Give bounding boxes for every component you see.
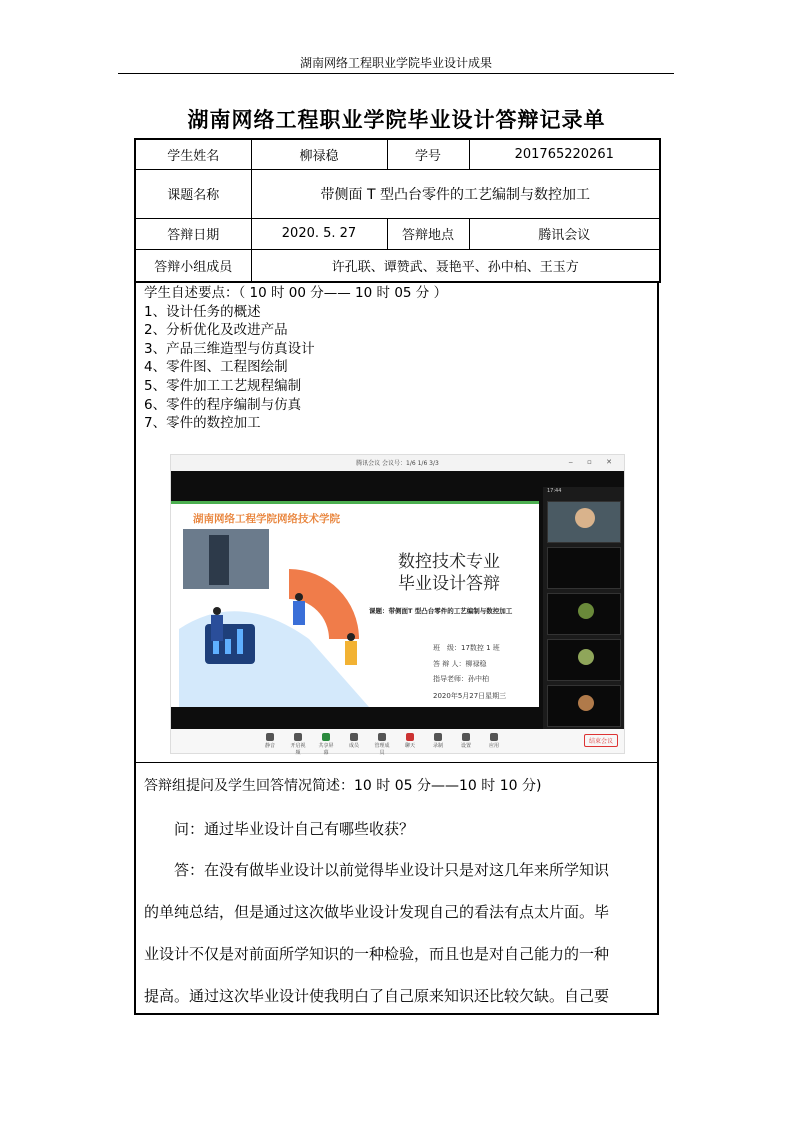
self-point: 1、设计任务的概述 (144, 303, 261, 320)
page-header: 湖南网络工程职业学院毕业设计成果 (299, 56, 492, 70)
meeting-titlebar (171, 455, 624, 471)
slide-school-name: 湖南网络工程学院网络技术学院 (193, 513, 340, 525)
participant-tile[interactable] (547, 639, 621, 681)
participant-tile[interactable] (547, 547, 621, 589)
record-table (134, 138, 661, 283)
qa-answer-line: 业设计不仅是对前面所学知识的一种检验，而且也是对自己能力的一种 (144, 945, 610, 963)
video-button[interactable]: 开启视频 (289, 733, 307, 756)
presentation-slide (171, 501, 539, 707)
meeting-window-title: 腾讯会议 会议号：1/6 1/6 3/3 (356, 460, 439, 467)
members-value: 许孔联、谭赞武、聂艳平、孙中柏、王玉方 (251, 249, 660, 282)
share-icon (322, 733, 330, 741)
slide-accent-bar (171, 501, 539, 504)
manage-icon (378, 733, 386, 741)
participant-panel (543, 487, 624, 745)
apps-icon (490, 733, 498, 741)
chat-button[interactable]: 聊天 (401, 733, 419, 749)
gear-icon (462, 733, 470, 741)
header-rule (118, 73, 674, 74)
apps-button[interactable]: 应用 (485, 733, 503, 749)
self-point: 7、零件的数控加工 (144, 415, 261, 432)
settings-button[interactable]: 设置 (457, 733, 475, 749)
slide-student: 答 辩 人：柳禄稳 (433, 660, 487, 668)
mute-button[interactable]: 静音 (261, 733, 279, 749)
participant-video-tile[interactable] (547, 501, 621, 543)
qa-answer-line: 的单纯总结，但是通过这次做毕业设计发现自己的看法有点太片面。毕 (144, 903, 610, 921)
topic-label: 课题名称 (135, 169, 251, 218)
slide-illustration-icon (179, 529, 369, 707)
topic-value: 带侧面 T 型凸台零件的工艺编制与数控加工 (251, 169, 660, 218)
date-label: 答辩日期 (135, 218, 251, 249)
self-point: 6、零件的程序编制与仿真 (144, 396, 302, 413)
slide-title-line-1: 数控技术专业 (398, 552, 500, 572)
student-id-label: 学号 (387, 139, 469, 169)
student-name-label: 学生姓名 (135, 139, 251, 169)
video-area (171, 471, 624, 729)
place-value: 腾讯会议 (469, 218, 660, 249)
meeting-toolbar (171, 729, 624, 756)
participant-tile[interactable] (547, 593, 621, 635)
slide-title-line-2: 毕业设计答辩 (398, 574, 500, 594)
participant-tile[interactable] (547, 685, 621, 727)
avatar (578, 695, 594, 711)
self-point: 5、零件加工工艺规程编制 (144, 377, 302, 394)
qa-section (134, 762, 659, 1015)
student-id-value: 201765220261 (469, 139, 660, 169)
manage-members-button[interactable]: 管理成员 (373, 733, 391, 756)
slide-teacher: 指导老师：孙中柏 (433, 675, 489, 683)
avatar (578, 649, 594, 665)
self-point: 2、分析优化及改进产品 (144, 322, 288, 339)
members-icon (350, 733, 358, 741)
meeting-time: 17:44 (547, 488, 562, 494)
slide-subject: 课题：带侧面T 型凸台零件的工艺编制与数控加工 (369, 607, 513, 615)
avatar (575, 508, 595, 528)
camera-icon (294, 733, 302, 741)
self-statement-heading: 学生自述要点：（ 10 时 00 分—— 10 时 05 分 ） (144, 285, 448, 301)
self-statement-section (134, 282, 659, 762)
slide-date: 2020年5月27日星期三 (433, 692, 507, 700)
slide-title (389, 551, 509, 595)
qa-heading: 答辩组提问及学生回答情况简述：10 时 05 分——10 时 10 分) (144, 778, 542, 794)
qa-answer-line: 答：在没有做毕业设计以前觉得毕业设计只是对这几年来所学知识 (174, 861, 610, 879)
document-title: 湖南网络工程职业学院毕业设计答辩记录单 (187, 108, 606, 132)
avatar (578, 603, 594, 619)
share-screen-button[interactable]: 共享屏幕 (317, 733, 335, 756)
record-button[interactable]: 录制 (429, 733, 447, 749)
place-label: 答辩地点 (387, 218, 469, 249)
meeting-screenshot (170, 454, 625, 754)
end-meeting-button[interactable]: 结束会议 (584, 734, 618, 747)
date-value: 2020. 5. 27 (251, 218, 387, 249)
members-label: 答辩小组成员 (135, 249, 251, 282)
record-icon (434, 733, 442, 741)
members-button[interactable]: 成员 (345, 733, 363, 749)
qa-question: 问：通过毕业设计自己有哪些收获？ (174, 820, 415, 838)
student-name-value: 柳禄稳 (251, 139, 387, 169)
self-point: 4、零件图、工程图绘制 (144, 359, 288, 376)
qa-answer-line: 提高。通过这次毕业设计使我明白了自己原来知识还比较欠缺。自己要 (144, 987, 610, 1005)
slide-class: 班 级：17数控 1 班 (433, 644, 500, 652)
microphone-icon (266, 733, 274, 741)
chat-icon (406, 733, 414, 741)
window-controls-icon: ‒ ▫ ✕ (568, 458, 618, 466)
self-point: 3、产品三维造型与仿真设计 (144, 340, 315, 357)
